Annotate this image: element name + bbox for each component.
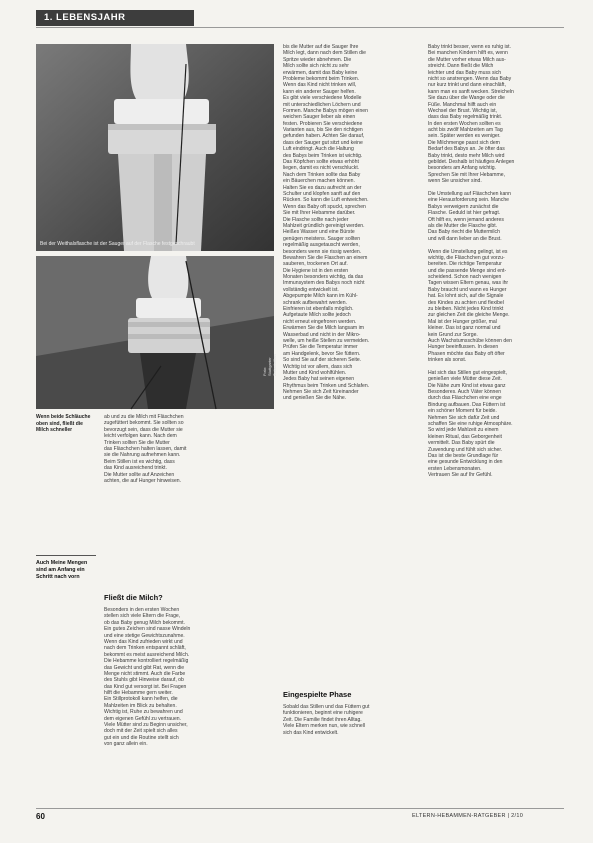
text-line: Besonderes. Auch Väter können [428, 389, 502, 396]
text-line: das Fläschchen halten lassen, damit [104, 445, 187, 452]
text-line: Beim Stillen ist es wichtig, dass [104, 458, 175, 465]
text-line: erwärmen, damit das Baby keine [283, 69, 358, 76]
text-line: Bewahren Sie die Flaschen an einem [283, 254, 368, 261]
text-line: So wird jede Mahlzeit zu einem [428, 427, 499, 434]
header-rule [36, 27, 564, 28]
text-line: Mahlzeit gründlich gereinigt werden. [283, 222, 365, 229]
text-line: Wenn das Kind nicht trinken will, [283, 82, 357, 89]
text-line: acht bis zwölf Mahlzeiten am Tag [428, 127, 503, 134]
column-middle-lower [283, 704, 421, 736]
text-line: dass der Sauger gut sitzt und keine [283, 139, 363, 146]
text-line: Oft hilft es, wenn jemand anderes [428, 216, 504, 223]
text-line: Rücken. So kann die Luft entweichen. [283, 197, 369, 204]
text-line: bis die Mutter auf die Sauger Ihre [283, 44, 359, 50]
pullquote-rule-top [36, 555, 96, 556]
text-line: zur gleichen Zeit die gleiche Menge. [428, 312, 510, 319]
text-line: wichtig, die Fläschchen gut vorzu- [428, 254, 505, 261]
text-line: Das Köpfchen sollte etwas erhöht [283, 159, 359, 166]
text-line: sein. Später werden es weniger. [428, 133, 501, 140]
subhead-milk-flow: Fließt die Milch? [104, 593, 163, 602]
text-line: des Stuhls gibt Hinweise darauf, ob [104, 677, 184, 684]
text-line: Milch legt, dann nach dem Stillen die [283, 50, 366, 57]
text-line: Besonders in den ersten Wochen [104, 607, 180, 613]
text-line: weichen Sauger lieber als einen [283, 114, 356, 121]
text-line: sich das Kind entwickelt. [283, 729, 339, 736]
text-line: Phasen möchte das Baby oft öfter [428, 350, 505, 357]
text-line: gut ein und die Routine stellt sich [104, 734, 179, 741]
text-line: als die Mutter die Flasche gibt. [428, 222, 498, 229]
text-line: regelmäßig ausgetauscht werden, [283, 242, 360, 249]
text-line: Heißes Wasser und eine Bürste [283, 229, 355, 236]
text-line: Trinken sollten Sie die Mutter [104, 439, 170, 446]
text-line: Baby braucht und wann es Hunger [428, 286, 507, 293]
text-line: Ein Stillprotokoll kann helfen, die [104, 696, 178, 703]
text-line: Sobald das Stillen und das Füttern gut [283, 704, 370, 710]
text-line: besonders am Anfang wichtig. [428, 165, 496, 172]
subhead-settled-phase: Eingespielte Phase [283, 690, 352, 699]
text-line: Sie mit Ihrer Hebamme darüber. [283, 210, 356, 217]
section-header: 1. LEBENSJAHR [36, 10, 194, 26]
text-line: gefunden haben. Achten Sie darauf, [283, 133, 365, 140]
text-line: Hunger beeinflussen. In diesen [428, 344, 499, 351]
text-line: Varianten aus, bis Sie den richtigen [283, 127, 363, 134]
text-line: scheidend. Schon nach wenigen [428, 274, 502, 281]
text-line: Wichtig ist, Ruhe zu bewahren und [104, 709, 183, 716]
text-line: liegen, damit es nicht verschluckt. [283, 165, 360, 172]
text-line: schaffen Sie eine ruhige Atmosphäre. [428, 421, 513, 428]
text-line: Schulter und klopfen sanft auf den [283, 190, 361, 197]
text-line: Probleme bekommt beim Trinken. [283, 75, 360, 82]
text-line: Nach dem Trinken sollte das Baby [283, 171, 361, 178]
text-line: und will dann lieber an die Brust. [428, 235, 502, 242]
text-line: Formen. Manche Babys mögen einen [283, 107, 368, 114]
text-line: Wenn die Umstellung gelingt, ist es [428, 248, 508, 255]
text-line: Mutter und Kind wohlfühlen. [283, 369, 347, 376]
column-right [428, 44, 564, 479]
text-line: Wenn das Kind zufrieden wirkt und [104, 638, 183, 645]
text-line: ob das Baby genug Milch bekommt. [104, 619, 185, 626]
text-line: und die passende Menge sind ent- [428, 267, 507, 274]
text-line: eine Herausforderung sein. Manche [428, 197, 509, 204]
text-line: Nehmen Sie sich Zeit füreinander [283, 389, 359, 396]
text-line: des Kindes zu achten und flexibel [428, 299, 504, 306]
text-line: des Babys beim Trinken ist wichtig. [283, 152, 363, 159]
text-line: leicht verfolgen kann. Nach dem [104, 433, 177, 440]
text-line: Nehmen Sie sich dafür Zeit und [428, 414, 500, 421]
text-line: Luft eindringt. Auch die Haltung [283, 146, 354, 153]
text-line: Babys verweigern zunächst die [428, 203, 499, 210]
text-line: Aufgetaute Milch sollte jedoch [283, 312, 351, 319]
text-line: nicht erneut eingefroren werden. [283, 318, 357, 325]
text-line: funktionieren, beginnt eine ruhigere [283, 710, 363, 717]
text-line: nur kurz trinkt und dann einschläft, [428, 82, 506, 89]
text-line: stellen sich viele Eltern die Frage, [104, 613, 181, 620]
text-line: kleiner. Das ist ganz normal und [428, 325, 501, 332]
text-line: sie die Nahrung aufnehmen kann. [104, 452, 181, 459]
text-line: Flasche. Geduld ist hier gefragt. [428, 210, 501, 217]
text-line: Füße. Manchmal hilft auch ein [428, 101, 497, 108]
text-line: Monaten besonders wichtig, da das [283, 274, 364, 281]
text-line: Vertrauen Sie auf Ihr Gefühl. [428, 472, 493, 479]
text-line: Wichtig ist vor allem, dass sich [283, 363, 353, 370]
text-line: nach dem Trinken entspannt schläft, [104, 645, 186, 652]
footer-text: ELTERN-HEBAMMEN-RATGEBER | 2/10 [412, 813, 524, 819]
text-line: Halten Sie es dazu aufrecht an der [283, 184, 362, 191]
text-line: Sprechen Sie mit Ihrer Hebamme, [428, 171, 506, 178]
photo-bottle-tubes [36, 256, 277, 409]
text-line: Hat sich das Stillen gut eingespielt, [428, 369, 507, 376]
text-line: von ganz allein ein. [104, 741, 148, 748]
pullquote: Auch Meine Mengen sind am Anfang ein Schritt nach vorn [36, 560, 88, 580]
text-line: genießen viele Mütter diese Zeit. [428, 376, 502, 383]
text-line: wenn Sie unsicher sind. [428, 178, 482, 185]
text-line: Die Hygiene ist in den ersten [283, 267, 349, 274]
text-line: gebildet. Deshalb ist häufiges Anlegen [428, 159, 515, 166]
text-line: durch das Fläschchen eine enge [428, 395, 502, 402]
text-line: Abgepumpte Milch kann im Kühl- [283, 293, 358, 300]
text-line: kann man es sanft wecken. Streicheln [428, 88, 514, 95]
text-line: So sind Sie auf der sicheren Seite. [283, 357, 362, 364]
text-line: Zuwendung und fühlt sich sicher. [428, 446, 503, 453]
text-line: genügen meistens. Sauger sollten [283, 235, 361, 242]
photo-credit: Foto: Stuttgarter Zeitschriften [262, 354, 277, 376]
text-line: Jedes Baby hat seinen eigenen [283, 376, 355, 383]
text-line: Ein gutes Zeichen sind nasse Windeln [104, 626, 191, 633]
text-line: Prüfen Sie die Temperatur immer [283, 344, 358, 351]
column-left-upper [104, 414, 274, 484]
text-line: die Mutter vorher etwas Milch aus- [428, 56, 506, 63]
text-line: Die Hebamme kontrolliert regelmäßig [104, 658, 189, 665]
text-line: Wenn das Baby oft spuckt, sprechen [283, 203, 366, 210]
text-line: hat. Es lohnt sich, auf die Signale [428, 293, 504, 300]
text-line: Menge nicht stimmt. Auch die Farbe [104, 670, 186, 677]
text-line: und genießen Sie die Nähe. [283, 395, 347, 402]
text-line: Die Flasche sollte nach jeder [283, 216, 349, 223]
text-line: das Kind gut versorgt ist. Bei Fragen [104, 683, 187, 690]
text-line: Spritze wieder abnehmen. Die [283, 56, 352, 63]
text-line: bekommt es meist ausreichend Milch. [104, 651, 190, 658]
text-line: hilft die Hebamme gern weiter. [104, 690, 173, 697]
text-line: dass das Baby regelmäßig trinkt. [428, 114, 503, 121]
photo-bottom-caption: Wenn beide Schläuche oben sind, fließt die Milch schneller [36, 414, 91, 433]
text-line: Es gibt viele verschiedene Modelle [283, 95, 362, 102]
text-line: zugefüttert bekommt. Sie sollten so [104, 420, 184, 427]
text-line: Die Nähe zum Kind ist etwas ganz [428, 382, 506, 389]
text-line: Baby trinkt, desto mehr Milch wird [428, 152, 505, 159]
text-line: ein schöner Moment für beide. [428, 408, 497, 415]
text-line: bereiten. Die richtige Temperatur [428, 261, 502, 268]
text-line: Bedarf des Babys an. Je öfter das [428, 146, 505, 153]
text-line: In den ersten Wochen sollten es [428, 120, 501, 127]
text-line: Auch Wachstumsschübe können den [428, 337, 512, 344]
text-line: Immunsystem des Babys noch nicht [283, 280, 365, 287]
text-line: Mahlzeiten im Blick zu behalten. [104, 702, 177, 709]
text-line: Das Baby riecht die Muttermilch [428, 229, 500, 236]
text-line: Das ist die beste Grundlage für [428, 453, 499, 459]
text-line: Wasserbad und nicht in der Mikro- [283, 331, 361, 338]
text-line: Sie dazu über die Wange oder die [428, 95, 505, 102]
text-line: Viele Eltern merken nun, wie schnell [283, 723, 366, 730]
text-line: doch mit der Zeit spielt sich alles [104, 728, 178, 735]
photo-top-caption: Bei der Weithalsflasche ist der Sauger auf der Flasche festgeschraubt [40, 241, 195, 247]
bottle-tubes-illustration [36, 256, 274, 409]
text-line: streicht. Dann fließt die Milch [428, 63, 494, 70]
text-line: kleinen Ritual, das Geborgenheit [428, 433, 502, 440]
text-line: besonders wenn sie rissig werden. [283, 248, 362, 255]
text-line: Die Mutter sollte auf Anzeichen [104, 471, 175, 478]
text-line: kann ein anderer Sauger helfen. [283, 88, 356, 95]
text-line: welle, um heiße Stellen zu vermeiden. [283, 337, 370, 344]
text-line: das Kind ausreichend trinkt. [104, 465, 167, 472]
text-line: bevorzugt sein, dass die Mutter sie [104, 426, 183, 433]
text-line: Milch sollte sich nicht zu sehr [283, 63, 349, 70]
text-line: und eine stetige Gewichtszunahme. [104, 632, 185, 639]
text-line: ein Bäuerchen machen können. [283, 178, 355, 185]
text-line: ersten Lebensmonaten. [428, 465, 482, 472]
text-line: zu bleiben. Nicht jedes Kind trinkt [428, 306, 504, 313]
photo-bottle-top [36, 44, 274, 251]
text-line: Tagen wissen Eltern genau, was ihr [428, 280, 509, 287]
text-line: vermittelt. Das Baby spürt die [428, 440, 495, 447]
text-line: Die Milchmenge passt sich dem [428, 139, 500, 146]
text-line: Baby trinkt besser, wenn es ruhig ist. [428, 44, 511, 50]
text-line: Die Umstellung auf Fläschchen kann [428, 190, 511, 197]
text-line: sauberen, trockenen Ort auf. [283, 261, 348, 268]
text-line: schrank aufbewahrt werden. [283, 299, 347, 306]
text-line: festen. Probieren Sie verschiedene [283, 120, 363, 127]
page-number: 60 [36, 812, 45, 821]
text-line: kein Grund zur Sorge. [428, 331, 478, 338]
text-line: dem eigenen Gefühl zu vertrauen. [104, 715, 182, 722]
text-line: vollständig entwickelt ist. [283, 286, 339, 293]
text-line: Viele Mütter sind zu Beginn unsicher, [104, 722, 188, 729]
text-line: Erwärmen Sie die Milch langsam im [283, 325, 364, 332]
column-middle [283, 44, 421, 402]
bottle-top-illustration [36, 44, 274, 251]
text-line: Einfrieren ist ebenfalls möglich. [283, 306, 354, 313]
text-line: ab und zu die Milch mit Fläschchen [104, 414, 184, 420]
text-line: achten, die auf Hunger hinweisen. [104, 477, 182, 484]
text-line: Mal ist der Hunger größer, mal [428, 318, 497, 325]
text-line: nicht so anstrengen. Wenn das Baby [428, 75, 512, 82]
column-left-lower [104, 607, 274, 748]
footer-rule [36, 808, 564, 809]
text-line: eine gesunde Entwicklung in den [428, 459, 503, 466]
text-line: Bei manchen Kindern hilft es, wenn [428, 50, 508, 57]
text-line: Bindung aufbauen. Das Füttern ist [428, 401, 506, 408]
text-line: am Handgelenk, bevor Sie füttern. [283, 350, 361, 357]
text-line: leichter und das Baby muss sich [428, 69, 502, 76]
text-line: trinken als sonst. [428, 357, 467, 364]
text-line: das Gewicht und gibt Rat, wenn die [104, 664, 185, 671]
text-line: Rhythmus beim Trinken und Schlafen. [283, 382, 370, 389]
text-line: Zeit. Die Familie findet ihren Alltag. [283, 716, 362, 723]
text-line: mit unterschiedlichen Löchern und [283, 101, 361, 108]
text-line: Wechsel der Brust. Wichtig ist, [428, 107, 497, 114]
